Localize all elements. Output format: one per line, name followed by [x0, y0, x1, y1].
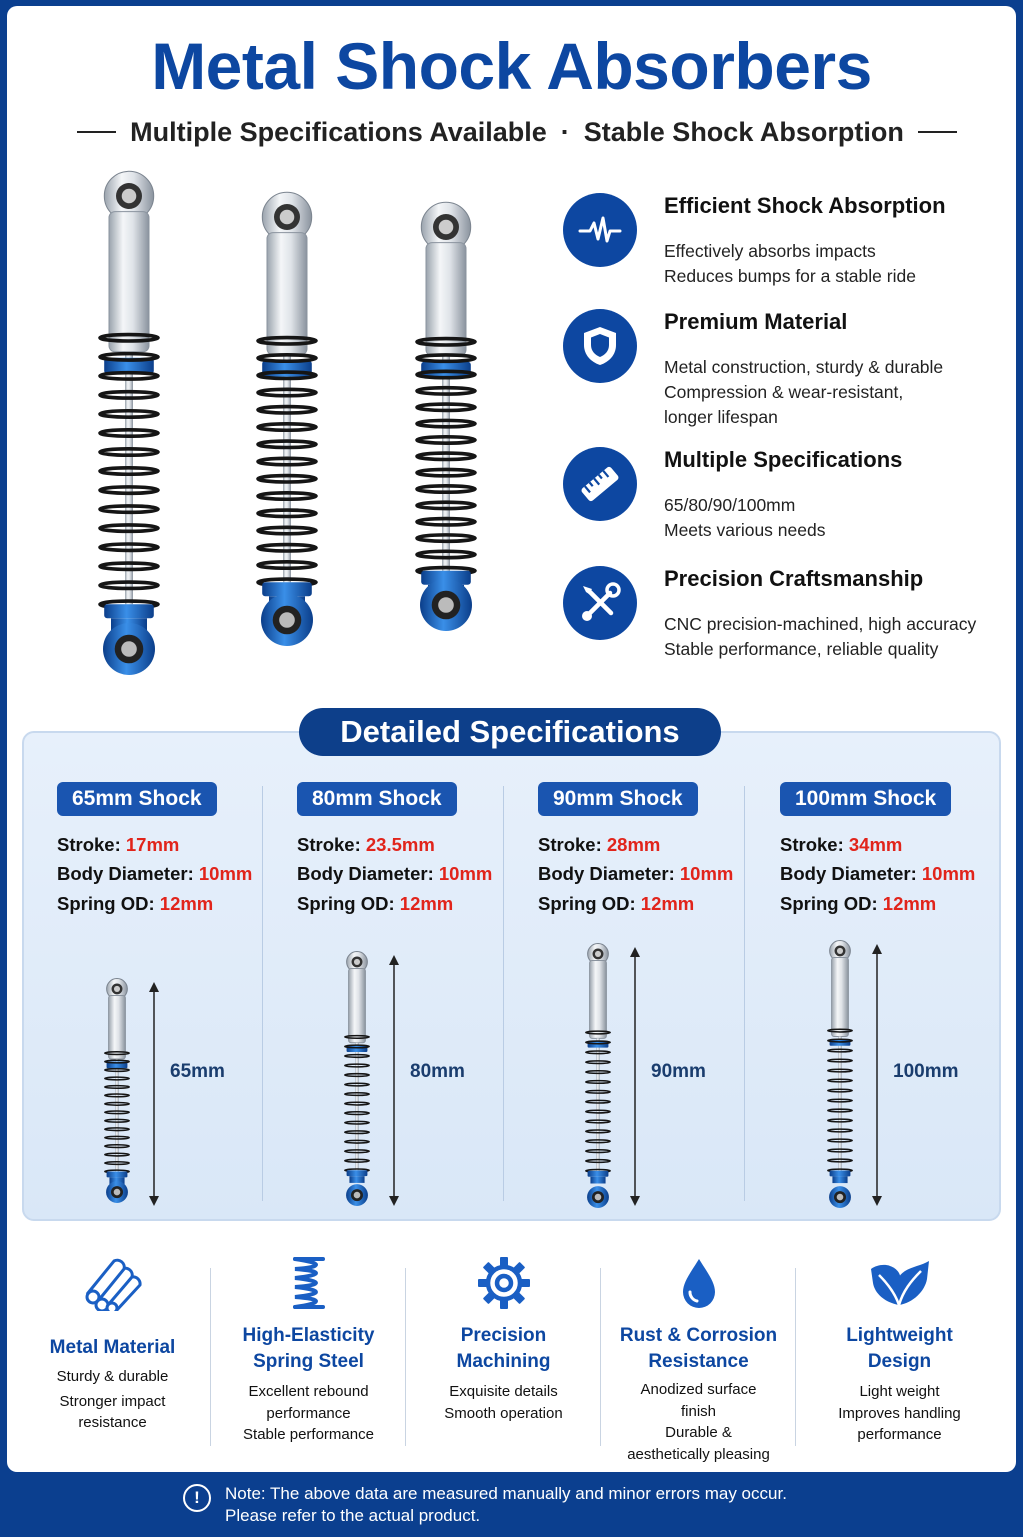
spec-model-badge: 90mm Shock	[538, 782, 698, 816]
spec-label: Stroke:	[538, 834, 607, 855]
length-arrow	[628, 947, 642, 1206]
leaf-icon	[802, 1251, 997, 1315]
shock-absorber-image	[247, 191, 327, 646]
feature-title: Premium Material	[664, 309, 848, 334]
feature-line: Reduces bumps for a stable ride	[664, 266, 916, 286]
page-title: Metal Shock Absorbers	[151, 29, 872, 103]
spec-value: 12mm	[882, 893, 937, 914]
spec-stroke	[297, 834, 435, 856]
divider-right	[918, 131, 957, 133]
feature-line: Stable performance, reliable quality	[664, 639, 939, 659]
bottom-feature-line: Smooth operation	[444, 1404, 563, 1422]
bottom-feature-line: performance	[266, 1404, 351, 1422]
spec-spring-od	[538, 893, 694, 915]
subtitle-row	[77, 114, 957, 150]
ruler-icon	[563, 447, 637, 521]
bottom-feature-line: Durable &	[665, 1424, 732, 1441]
bottom-feature-line: resistance	[78, 1414, 147, 1431]
bottom-feature-title: Machining	[456, 1351, 551, 1372]
bottom-feature-line: performance	[857, 1426, 942, 1443]
note-line: Please refer to the actual product.	[225, 1506, 481, 1525]
feature-line: CNC precision-machined, high accuracy	[664, 614, 977, 634]
bottom-feature-rust-resistance	[601, 1251, 796, 1465]
feature-title: Precision Craftsmanship	[664, 566, 924, 591]
spec-value: 28mm	[606, 834, 661, 855]
bottom-feature-title: Metal Material	[49, 1337, 176, 1358]
bottom-feature-lightweight	[802, 1251, 997, 1446]
shield-icon	[563, 309, 637, 383]
product-card	[7, 6, 1016, 1472]
shock-size-image	[578, 943, 618, 1208]
spec-banner: Detailed Specifications	[299, 708, 721, 756]
spec-label: Spring OD:	[57, 893, 160, 914]
spec-value: 10mm	[198, 863, 253, 884]
spec-spring-od	[57, 893, 213, 915]
bottom-feature-line: Stronger impact	[59, 1392, 166, 1410]
feature-line: Compression & wear-resistant,	[664, 382, 904, 402]
spec-label: Body Diameter:	[297, 863, 439, 884]
bottom-feature-title: Precision	[460, 1325, 547, 1346]
spec-column	[57, 766, 297, 1206]
spec-spring-od	[780, 893, 936, 915]
shock-absorber-image	[89, 170, 169, 675]
spec-stroke	[780, 834, 902, 856]
bottom-feature-title: Design	[867, 1351, 932, 1372]
shock-size-image	[97, 978, 137, 1203]
spec-value: 17mm	[125, 834, 180, 855]
shock-size-image	[820, 940, 860, 1208]
spec-value: 12mm	[159, 893, 214, 914]
footer-note	[0, 1472, 1023, 1537]
bottom-feature-title: Spring Steel	[253, 1351, 364, 1372]
note-line: Note: The above data are measured manually and minor errors may occur.	[225, 1484, 787, 1503]
length-label: 65mm	[170, 1061, 225, 1082]
spec-value: 23.5mm	[365, 834, 435, 855]
feature-line: longer lifespan	[664, 407, 778, 427]
spec-value: 10mm	[921, 863, 976, 884]
spec-label: Stroke:	[780, 834, 849, 855]
spec-value: 12mm	[640, 893, 695, 914]
spec-value: 10mm	[679, 863, 734, 884]
length-arrow	[387, 955, 401, 1206]
length-arrow	[870, 944, 884, 1206]
spec-value: 10mm	[438, 863, 493, 884]
spec-stroke	[57, 834, 179, 856]
bottom-feature-line: Exquisite details	[449, 1383, 558, 1400]
spec-body-diameter	[297, 863, 492, 885]
spec-column	[780, 766, 1016, 1206]
spec-value: 34mm	[848, 834, 903, 855]
metal-bars-icon	[15, 1251, 210, 1315]
spec-label: Body Diameter:	[538, 863, 680, 884]
gear-icon	[406, 1251, 601, 1315]
spec-body-diameter	[780, 863, 975, 885]
spec-body-diameter	[57, 863, 252, 885]
spec-model-badge: 100mm Shock	[780, 782, 951, 816]
spec-model-badge: 80mm Shock	[297, 782, 457, 816]
feature-title: Multiple Specifications	[664, 447, 903, 472]
spec-label: Body Diameter:	[57, 863, 199, 884]
bottom-feature-line: Improves handling	[838, 1404, 961, 1422]
spec-label: Spring OD:	[297, 893, 400, 914]
shock-absorber-image	[407, 201, 485, 631]
bottom-feature-spring-steel	[211, 1251, 406, 1446]
spec-label: Spring OD:	[538, 893, 641, 914]
spec-spring-od	[297, 893, 453, 915]
spec-column	[538, 766, 778, 1206]
bottom-feature-precision-machining	[406, 1251, 601, 1424]
bottom-feature-line: finish	[680, 1402, 717, 1420]
feature-line: Effectively absorbs impacts	[664, 241, 876, 261]
tools-icon	[563, 566, 637, 640]
feature-line: 65/80/90/100mm	[664, 495, 796, 515]
bottom-feature-metal-material	[15, 1251, 210, 1434]
bottom-feature-line: Anodized surface	[640, 1381, 757, 1398]
spring-icon	[211, 1251, 406, 1315]
subtitle-left: Multiple Specifications Available	[130, 116, 547, 147]
bottom-feature-line: Stable performance	[243, 1426, 374, 1443]
bottom-feature-line: aesthetically pleasing	[627, 1445, 770, 1463]
bottom-feature-line: Light weight	[859, 1383, 940, 1400]
divider-left	[77, 131, 116, 133]
spec-label: Stroke:	[297, 834, 366, 855]
length-arrow	[147, 982, 161, 1206]
feature-title: Efficient Shock Absorption	[664, 193, 946, 218]
length-label: 80mm	[410, 1061, 465, 1082]
info-icon: !	[183, 1484, 211, 1512]
water-drop-icon	[601, 1251, 796, 1315]
bottom-feature-line: Sturdy & durable	[56, 1368, 169, 1385]
length-label: 90mm	[651, 1061, 706, 1082]
subtitle-right: Stable Shock Absorption	[583, 116, 904, 147]
bottom-feature-title: Rust & Corrosion	[619, 1325, 778, 1346]
spec-body-diameter	[538, 863, 733, 885]
length-label: 100mm	[893, 1061, 959, 1082]
feature-line: Meets various needs	[664, 520, 826, 540]
spec-column	[297, 766, 537, 1206]
spec-value: 12mm	[399, 893, 454, 914]
spec-label: Stroke:	[57, 834, 126, 855]
bottom-feature-line: Excellent rebound	[248, 1383, 369, 1400]
note-text	[225, 1483, 787, 1527]
subtitle-separator: ·	[560, 116, 570, 147]
bottom-feature-title: Lightweight	[846, 1325, 953, 1346]
spec-label: Body Diameter:	[780, 863, 922, 884]
feature-line: Metal construction, sturdy & durable	[664, 357, 944, 377]
pulse-icon	[563, 193, 637, 267]
spec-model-badge: 65mm Shock	[57, 782, 217, 816]
spec-label: Spring OD:	[780, 893, 883, 914]
shock-size-image	[337, 951, 377, 1206]
bottom-feature-title: High-Elasticity	[242, 1325, 375, 1346]
spec-stroke	[538, 834, 660, 856]
bottom-feature-title: Resistance	[648, 1351, 749, 1372]
